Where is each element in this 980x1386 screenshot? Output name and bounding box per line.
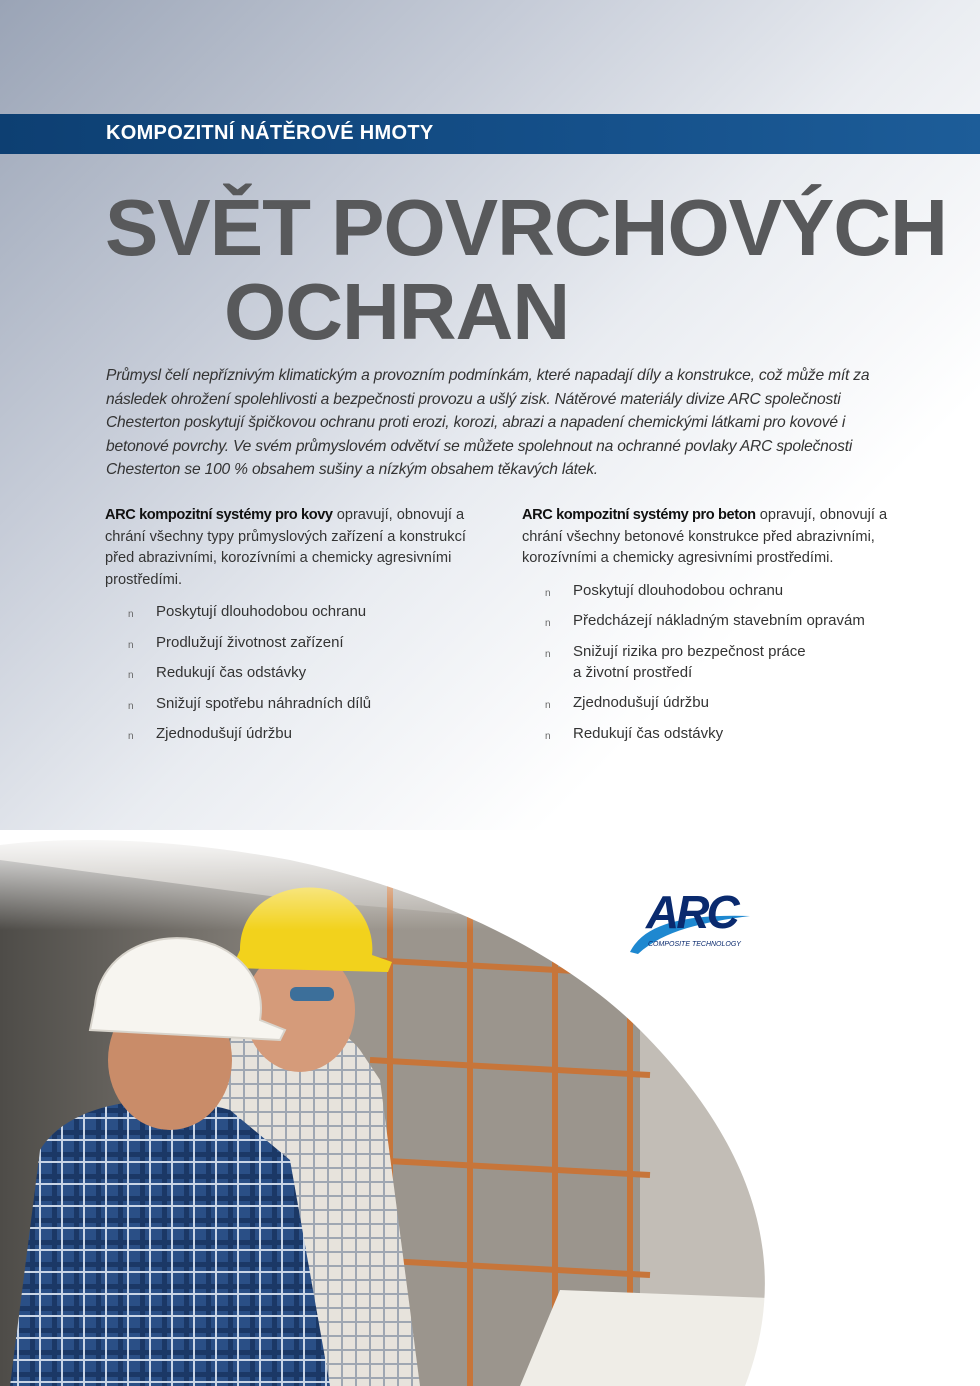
list-item [105,662,485,683]
bullet-icon: n [128,639,134,651]
bullet-icon: n [128,670,134,681]
workers-photo [0,830,980,1386]
list-item [522,641,902,683]
metals-lead [105,505,485,591]
arc-logo [624,884,754,958]
list-item-text: Snižují rizika pro bezpečnost práce [573,642,806,660]
list-item-text: Prodlužují životnost zařízení [156,633,344,651]
concrete-benefit-list [522,580,902,744]
bullet-icon: n [545,730,551,742]
concrete-lead-bold: ARC kompozitní systémy pro beton [522,507,756,523]
list-item [522,580,902,601]
metals-lead-text: opravují, obnovují a chrání všechny typy průmyslových zařízení a konstrukcí před abrazivními, korozívními a chemicky agresivními prostředími. [105,507,466,588]
intro-paragraph: Průmysl čelí nepříznivým klimatickým a provozním podmínkám, které napadají díly a konstrukce, což může mít za následek ohrožení spolehlivosti a bezpečnosti provozu a ušlý zisk. Nátěrové materiály divize ARC společnosti Chesterton poskytují špičkovou ochranu proti erozi, korozi, abrazi a napadení chemickými látkami pro kovové i betonové povrchy. Ve svém průmyslovém odvětví se můžete spolehnout na ochranné povlaky ARC společnosti Chesterton se 100 % obsahem sušiny a nízkým obsahem těkavých látek. [106,367,870,478]
page-title-line1: SVĚT POVRCHOVÝCH [105,183,947,272]
logo-brand: ARC [646,886,737,938]
list-item [522,692,902,713]
list-item [105,693,485,714]
metals-benefit-list [105,601,485,744]
metals-column [105,505,485,754]
bullet-icon: n [128,700,134,712]
concrete-lead [522,505,902,570]
metals-lead-bold: ARC kompozitní systémy pro kovy [105,507,333,523]
list-item-text: Poskytují dlouhodobou ochranu [156,603,367,620]
list-item [105,601,485,622]
list-item-text: Redukují čas odstávky [156,664,307,681]
list-item [522,723,902,744]
bullet-icon: n [545,700,551,711]
bullet-icon: n [128,731,134,742]
list-item-text: Redukují čas odstávky [573,724,724,742]
concrete-column [522,505,902,753]
bullet-icon: n [545,618,551,629]
page-title-line2: OCHRAN [224,267,570,356]
list-item-text: Zjednodušují údržbu [156,725,292,742]
concrete-lead-text: opravují, obnovují a chrání všechny betonové konstrukce před abrazivními, korozívními a chemicky agresivními prostředími. [522,507,888,566]
bullet-icon: n [545,648,551,660]
logo-tagline: COMPOSITE TECHNOLOGY [648,941,741,948]
list-item-text: Předcházejí nákladným stavebním opravám [573,612,865,629]
list-item [105,723,485,744]
list-item-text: Snižují spotřebu náhradních dílů [156,694,372,712]
section-banner [0,114,980,154]
list-item [522,610,902,631]
bullet-icon: n [545,587,551,599]
bullet-icon: n [128,609,134,620]
list-item [105,632,485,653]
list-item-text: Zjednodušují údržbu [573,694,709,711]
list-item-text: Poskytují dlouhodobou ochranu [573,581,784,599]
section-label: KOMPOZITNÍ NÁTĚROVÉ HMOTY [106,122,434,144]
list-item-text-continued: a životní prostředí [573,663,693,681]
